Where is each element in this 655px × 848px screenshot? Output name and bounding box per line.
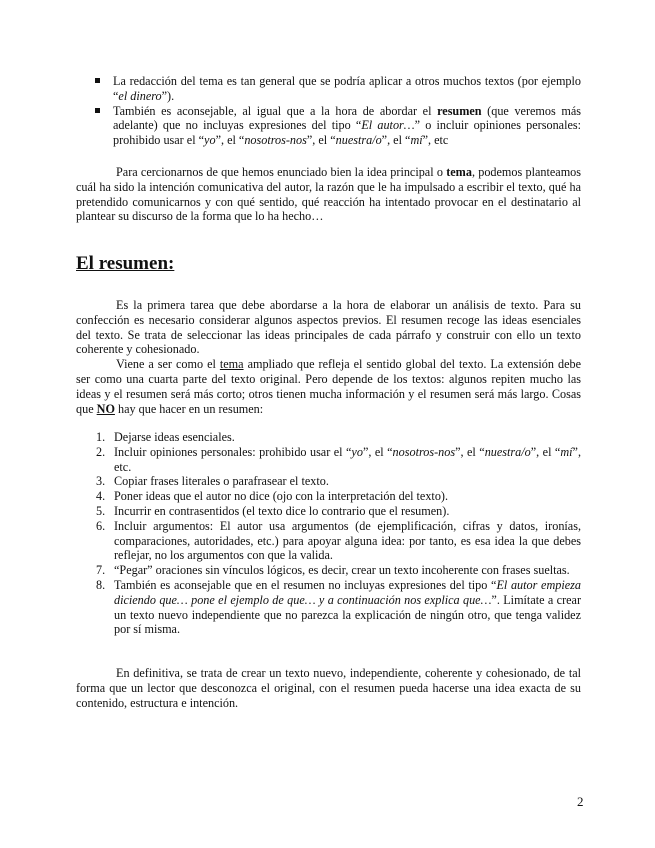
- list-item: 6. Incluir argumentos: El autor usa argumentos (de ejemplificación, cifras y datos, ironías, comparaciones, autoridades, etc.) para apoyar alguna idea: por tanto, es esa idea la que debes reflejar, no los argumentos con que la valida.: [96, 518, 581, 563]
- paragraph-intro-1: Es la primera tarea que debe abordarse a la hora de elaborar un análisis de texto. Para su confección es necesario considerar algunos aspectos previos. El resumen recoge las ideas esenciales del texto. Se trata de seleccionar las ideas principales de cada párrafo y construir con ello un texto coherente y cohesionado.: [76, 298, 581, 357]
- list-item: 1. Dejarse ideas esenciales.: [96, 430, 235, 444]
- list-item: 7. “Pegar” oraciones sin vínculos lógicos, es decir, crear un texto incoherente con frases sueltas.: [96, 563, 570, 578]
- square-bullet-icon: [95, 78, 100, 83]
- bullet-list: [93, 74, 581, 148]
- paragraph-intro-2: Viene a ser como el tema ampliado que refleja el sentido global del texto. La extensión debe ser como una cuarta parte del texto original. Pero depende de los textos: algunos repiten mucho las ideas y el resumen será más corto; otros tienen mucha información y el resumen será más largo. Cosas que NO hay que hacer en un resumen:: [76, 357, 581, 416]
- list-item: 2. Incluir opiniones personales: prohibido usar el “yo”, el “nosotros-nos”, el “nuestra/o”, el “mí”, etc.: [96, 444, 581, 474]
- numbered-list: [76, 430, 581, 637]
- section-heading: El resumen:: [76, 253, 175, 274]
- paragraph-conclusion: En definitiva, se trata de crear un texto nuevo, independiente, coherente y cohesionado, de tal forma que un lector que desconozca el original, con el resumen pueda hacerse una idea exacta de su contenido, estructura e intención.: [76, 666, 581, 710]
- paragraph-tema: Para cercionarnos de que hemos enunciado bien la idea principal o tema, podemos planteamos cuál ha sido la intención comunicativa del autor, la razón que le ha impulsado a escribir el texto, qué ha pretendido comunicarnos y con qué sentido, qué reacción ha intentado provocar en el destinatario al plantear su discurso de la forma que lo ha hecho…: [76, 165, 582, 224]
- list-item: 3. Copiar frases literales o parafrasear el texto.: [96, 474, 329, 489]
- bullet-item: También es aconsejable, al igual que a la hora de abordar el resumen (que veremos más adelante) que no incluyas expresiones del tipo “El autor…” o incluir opiniones personales: prohibido usar el “yo”, el “nosotros-nos”, el “nuestra/o”, el “mí”, etc: [93, 104, 581, 148]
- list-item: 8. También es aconsejable que en el resumen no incluyas expresiones del tipo “El autor empieza diciendo que… pone el ejemplo de que… y a continuación nos explica que…”. Limítate a crear un texto nuevo independiente que no parezca la explicación de ningún otro, que tenga validez por sí misma.: [96, 577, 582, 637]
- page-number: 2: [577, 794, 584, 809]
- square-bullet-icon: [95, 108, 100, 113]
- intro-block: [76, 298, 581, 416]
- bullet-item: La redacción del tema es tan general que se podría aplicar a otros muchos textos (por ejemplo “el dinero”).: [93, 74, 581, 104]
- list-item: 5. Incurrir en contrasentidos (el texto dice lo contrario que el resumen).: [96, 503, 450, 518]
- list-item: 4. Poner ideas que el autor no dice (ojo con la interpretación del texto).: [96, 489, 449, 504]
